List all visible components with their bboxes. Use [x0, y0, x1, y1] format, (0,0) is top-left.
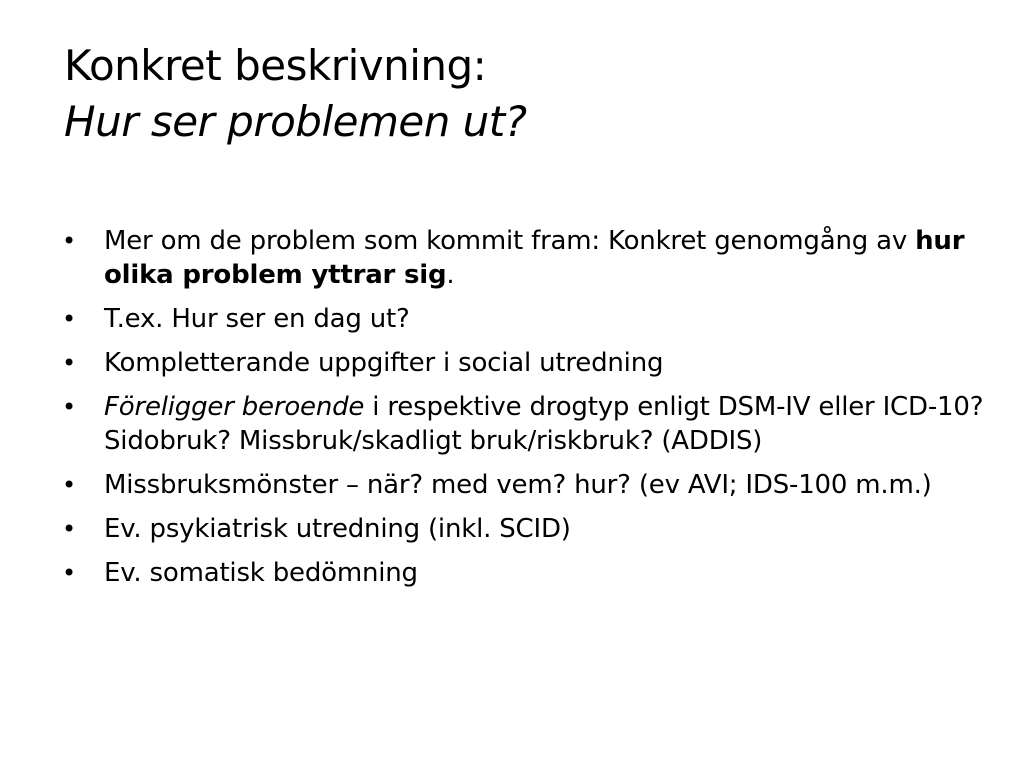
bullet-text [104, 224, 990, 292]
bullet-text [104, 390, 990, 458]
bullet-text: Kompletterande uppgifter i social utredning [104, 348, 664, 378]
bullet-emphasis-italic: Föreligger beroende [104, 392, 365, 422]
bullet-item-5 [60, 468, 990, 502]
bullet-text: Ev. somatisk bedömning [104, 558, 418, 588]
title-line-1: Konkret beskrivning: [64, 41, 487, 90]
bullet-text: Ev. psykiatrisk utredning (inkl. SCID) [104, 514, 571, 544]
bullet-marker: • [62, 559, 77, 587]
bullet-item-7 [60, 556, 990, 590]
bullet-text-post: i respektive drogtyp enligt DSM-IV eller ICD-10? Sidobruk? Missbruk/skadligt bruk/riskbruk? (ADDIS) [104, 392, 984, 456]
bullet-text-post: . [446, 260, 455, 290]
bullet-marker: • [62, 305, 77, 333]
bullet-item-2 [60, 302, 990, 336]
bullet-item-1 [60, 224, 990, 292]
title-line-2: Hur ser problemen ut? [64, 97, 527, 146]
bullet-marker: • [62, 393, 77, 421]
bullet-marker: • [62, 227, 77, 255]
bullet-list [60, 224, 990, 600]
slide-title [64, 38, 964, 150]
bullet-item-3 [60, 346, 990, 380]
bullet-text: Missbruksmönster – när? med vem? hur? (ev AVI; IDS-100 m.m.) [104, 470, 932, 500]
bullet-marker: • [62, 515, 77, 543]
bullet-text: T.ex. Hur ser en dag ut? [104, 304, 410, 334]
bullet-item-6 [60, 512, 990, 546]
bullet-emphasis-bold: hur olika problem yttrar sig [104, 226, 965, 290]
bullet-item-4 [60, 390, 990, 458]
bullet-text-pre: Mer om de problem som kommit fram: Konkret genomgång av [104, 226, 916, 256]
bullet-marker: • [62, 471, 77, 499]
bullet-marker: • [62, 349, 77, 377]
